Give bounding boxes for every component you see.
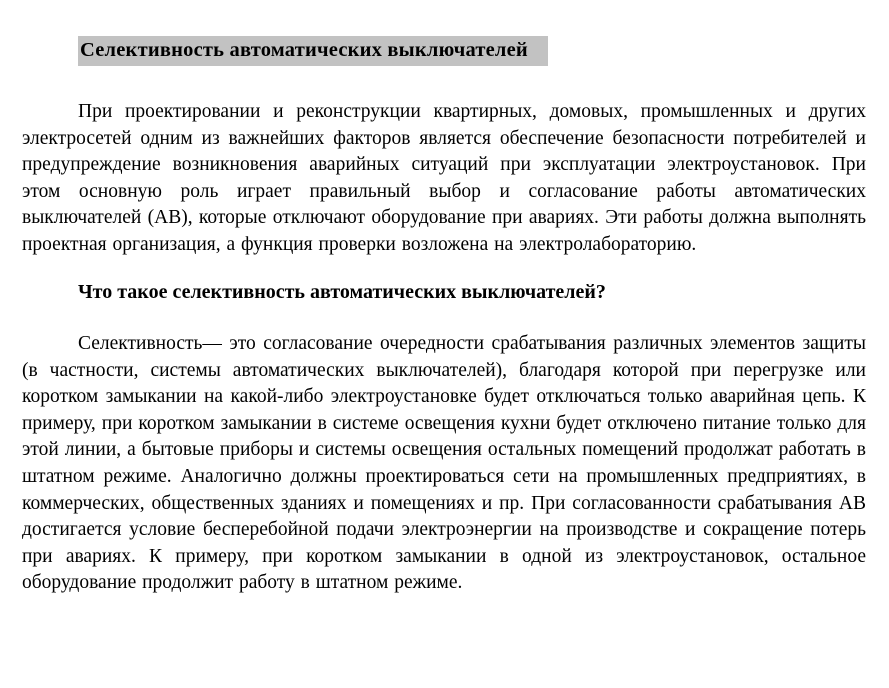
section-subheading: Что такое селективность автоматических выключателей? [78,281,606,304]
title-row [78,36,866,66]
selectivity-paragraph: Селективность— это согласование очередности срабатывания различных элементов защиты (в частности, системы автоматических выключателей), благодаря которой при перегрузке или коротком замыкании на какой-либо электроустановке будет отключаться только аварийная цепь. К примеру, при коротком замыкании в системе освещения кухни будет отключено питание только для этой линии, а бытовые приборы и системы освещения остальных помещений продолжат работать в штатном режиме. Аналогично должны проектироваться сети на промышленных предприятиях, в коммерческих, общественных зданиях и помещениях и пр. При согласованности срабатывания АВ достигается условие бесперебойной подачи электроэнергии на производстве и сокращение потерь при авариях. К примеру, при коротком замыкании в одной из электроустановок, остальное оборудование продолжит работу в штатном режиме. [22,333,866,594]
document-title: Селективность автоматических выключателей [78,36,548,66]
intro-paragraph: При проектировании и реконструкции квартирных, домовых, промышленных и других электросетей одним из важнейших факторов является обеспечение безопасности потребителей и предупреждение возникновения аварийных ситуаций при эксплуатации электроустановок. При этом основную роль играет правильный выбор и согласование работы автоматических выключателей (АВ), которые отключают оборудование при авариях. Эти работы должна выполнять проектная организация, а функция проверки возложена на электролабораторию. [22,101,866,255]
